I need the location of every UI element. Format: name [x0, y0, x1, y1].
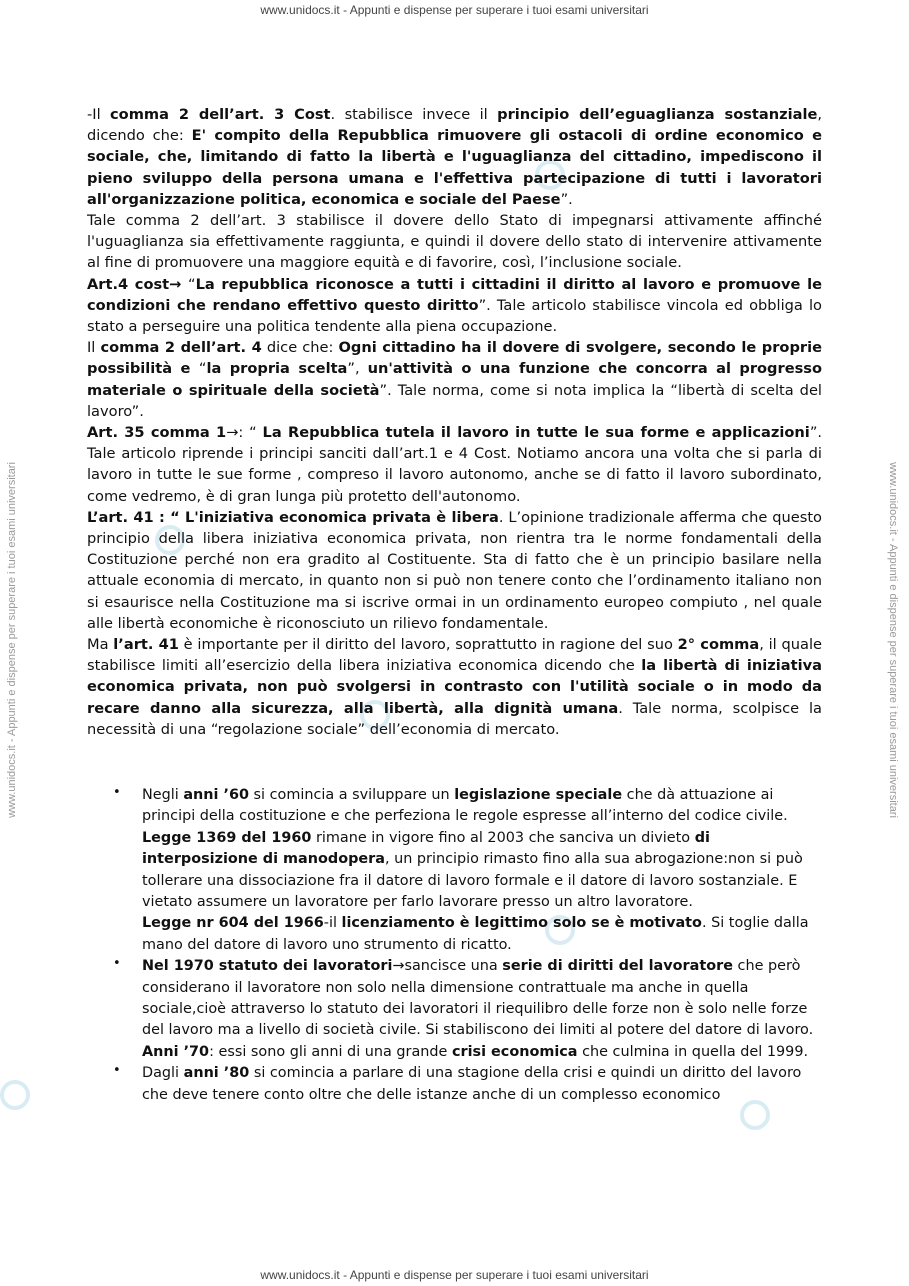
list-item-paragraph: [142, 913, 822, 956]
header-watermark: www.unidocs.it - Appunti e dispense per superare i tuoi esami universitari: [260, 3, 649, 17]
list-item-paragraph: [142, 828, 822, 914]
text-run: -il: [323, 915, 342, 932]
paragraph: [87, 210, 822, 274]
bold-text-run: licenziamento è legittimo solo se è motivato: [341, 915, 702, 932]
list-item-paragraph: [142, 785, 822, 828]
bullet-icon: •: [113, 956, 121, 972]
bold-text-run: E' compito della Repubblica rimuovere gli ostacoli di ordine economico e sociale, che, limitando di fatto la libertà e l'uguaglianza del cittadino, impediscono il pieno sviluppo della persona umana e l'effettiva partecipazione di tutti i lavoratori all'organizzazione politica, economica e sociale del Paese: [87, 127, 822, 208]
paragraph: [87, 274, 822, 338]
text-run: che culmina in quella del 1999.: [577, 1043, 809, 1060]
left-side-watermark: www.unidocs.it - Appunti e dispense per superare i tuoi esami universitari: [6, 462, 18, 818]
text-run: ”.: [560, 190, 573, 208]
bold-text-run: anni ’60: [183, 787, 249, 803]
bold-text-run: La Repubblica tutela il lavoro in tutte le sua forme e applicazioni: [262, 424, 810, 442]
text-run: ”. Tale articolo stabilisce vincola ed obbliga lo stato a perseguire una politica tendente alla piena occupazione.: [87, 296, 822, 336]
paragraph: [87, 337, 822, 422]
text-run: →sancisce una: [392, 958, 503, 975]
bold-text-run: L'iniziativa economica privata è libera: [184, 508, 499, 526]
bullet-list: [87, 785, 822, 1106]
bold-text-run: principio dell’eguaglianza sostanziale: [497, 106, 818, 123]
text-run: ”. Tale norma, come si nota implica la “libertà di scelta del lavoro”.: [87, 381, 822, 420]
bold-text-run: Art.4 cost→: [87, 275, 189, 293]
text-run: è importante per il diritto del lavoro, soprattutto in ragione del suo: [178, 636, 678, 654]
bold-text-run: Legge nr 604 del 1966: [142, 915, 324, 932]
bold-text-run: serie di diritti del lavoratore: [502, 958, 733, 975]
text-run: -Il: [87, 106, 111, 123]
text-run: : essi sono gli anni di una grande: [209, 1043, 452, 1060]
text-run: si comincia a sviluppare un: [248, 787, 455, 803]
text-run: . Si toglie dalla mano del datore di lavoro uno strumento di ricatto.: [142, 915, 809, 953]
bold-text-run: Nel 1970 statuto dei lavoratori: [142, 958, 393, 975]
list-item: [87, 785, 822, 956]
list-item-paragraph: [142, 1042, 822, 1063]
bold-text-run: di interposizione di manodopera: [142, 829, 710, 868]
bold-text-run: L’art. 41 : “: [87, 508, 185, 526]
list-item-paragraph: [142, 1063, 822, 1106]
bold-text-run: Anni ’70: [142, 1043, 210, 1060]
bullet-icon: •: [113, 785, 121, 800]
bold-text-run: La repubblica riconosce a tutti i cittadini il diritto al lavoro e promuove le condizioni che rendano effettivo questo diritto: [87, 275, 822, 314]
text-run: . Tale norma, scolpisce la necessità di una “regolazione sociale” dell’economia di mercato.: [87, 699, 822, 738]
text-run: ”. Tale articolo riprende i principi sanciti dall’art.1 e 4 Cost. Notiamo ancora una volta che si parla di lavoro in tutte le sue forme , compreso il lavoro autonomo, anche se di fatto il lavoro subordinato, come vedremo, è di gran lunga più protetto dell'autonomo.: [87, 424, 823, 505]
text-run: Dagli: [142, 1065, 184, 1082]
text-run: , un principio rimasto fino alla sua abrogazione:non si può tollerare una dissociazione fra il datore di lavoro formale e il datore di lavoro sostanziale. E vietato assumere un lavoratore per farlo lavorare presso un altro lavoratore.: [142, 851, 803, 911]
text-run: che però considerano il lavoratore non solo nella dimensione contrattuale ma anche in quella sociale,cioè attraverso lo statuto dei lavoratori il riequilibro delle forze non è solo nelle forze del lavoro ma a livello di società civile. Si stabiliscono dei limiti al potere del datore di lavoro.: [142, 958, 814, 1039]
text-run: Tale comma 2 dell’art. 3 stabilisce il dovere dello Stato di impegnarsi attivamente affinché l'uguaglianza sia effettivamente raggiunta, e quindi il dovere dello stato di intervenire attivamente al fine di promuovere una maggiore equità e di favorire, così, l’inclusione sociale.: [87, 212, 822, 272]
text-run: si comincia a parlare di una stagione della crisi e quindi un diritto del lavoro che deve tenere conto oltre che delle istanze anche di un complesso economico: [142, 1065, 802, 1103]
bold-text-run: crisi economica: [451, 1043, 578, 1060]
paragraph: [87, 104, 822, 210]
bold-text-run: comma 2 dell’art. 3 Cost: [110, 106, 331, 123]
text-run: Negli: [142, 787, 184, 803]
right-side-watermark: www.unidocs.it - Appunti e dispense per superare i tuoi esami universitari: [887, 462, 899, 818]
bold-text-run: anni ’80: [183, 1065, 250, 1082]
bold-text-run: Legge 1369 del 1960: [142, 829, 312, 846]
document-body: [87, 104, 822, 740]
text-run: dice che:: [261, 339, 339, 357]
watermark-logo-icon: [0, 1080, 30, 1110]
text-run: →: “: [226, 424, 263, 442]
list-item: [87, 1063, 822, 1106]
bullet-icon: •: [113, 1063, 121, 1079]
bold-text-run: l’art. 41: [113, 636, 179, 654]
text-run: Il: [87, 339, 101, 357]
text-run: , il quale stabilisce limiti all’esercizio della libera iniziativa economica dicendo che: [87, 636, 822, 675]
bold-text-run: la libertà di iniziativa economica privata, non può svolgersi in contrasto con l'utilità sociale o in modo da recare danno alla sicurezza, alla libertà, alla dignità umana: [87, 657, 822, 717]
bold-text-run: legislazione speciale: [454, 787, 623, 803]
list-item-paragraph: [142, 956, 822, 1042]
footer-watermark: www.unidocs.it - Appunti e dispense per superare i tuoi esami universitari: [260, 1268, 649, 1282]
text-run: che dà attuazione ai principi della costituzione e che perfeziona le regole espresse all’interno del codice civile.: [142, 787, 788, 825]
text-run: , dicendo che:: [87, 106, 823, 145]
paragraph: [87, 634, 822, 740]
bold-text-run: comma 2 dell’art. 4: [100, 339, 262, 357]
bold-text-run: la propria scelta: [206, 360, 348, 378]
bold-text-run: Ogni cittadino ha il dovere di svolgere, secondo le proprie possibilità e: [87, 339, 823, 378]
text-run: . L’opinione tradizionale afferma che questo principio della libera iniziativa economica privata, non rientra tra le norme fondamentali della Costituzione perché non era gradito al Costituente. Sta di fatto che è un principio basilare nella attuale economia di mercato, in quanto non si può non tenere conto che l’ordinamento italiano non si esaurisce nella Costituzione ma si iscrive ormai in un ordinamento europeo compiuto , nel quale alle libertà economiche è riconosciuto un rilievo fondamentale.: [87, 508, 822, 632]
paragraph: [87, 422, 822, 507]
text-run: rimane in vigore fino al 2003 che sanciva un divieto: [311, 829, 695, 846]
text-run: “: [198, 360, 207, 378]
text-run: Ma: [87, 636, 114, 654]
list-item: [87, 956, 822, 1063]
text-run: . stabilisce invece il: [330, 106, 498, 123]
text-run: ”,: [347, 360, 368, 378]
paragraph: [87, 507, 822, 634]
bold-text-run: 2° comma: [677, 636, 760, 654]
text-run: “: [188, 275, 196, 293]
bold-text-run: un'attività o una funzione che concorra al progresso materiale o spirituale della società: [87, 360, 822, 399]
bold-text-run: Art. 35 comma 1: [87, 424, 227, 442]
